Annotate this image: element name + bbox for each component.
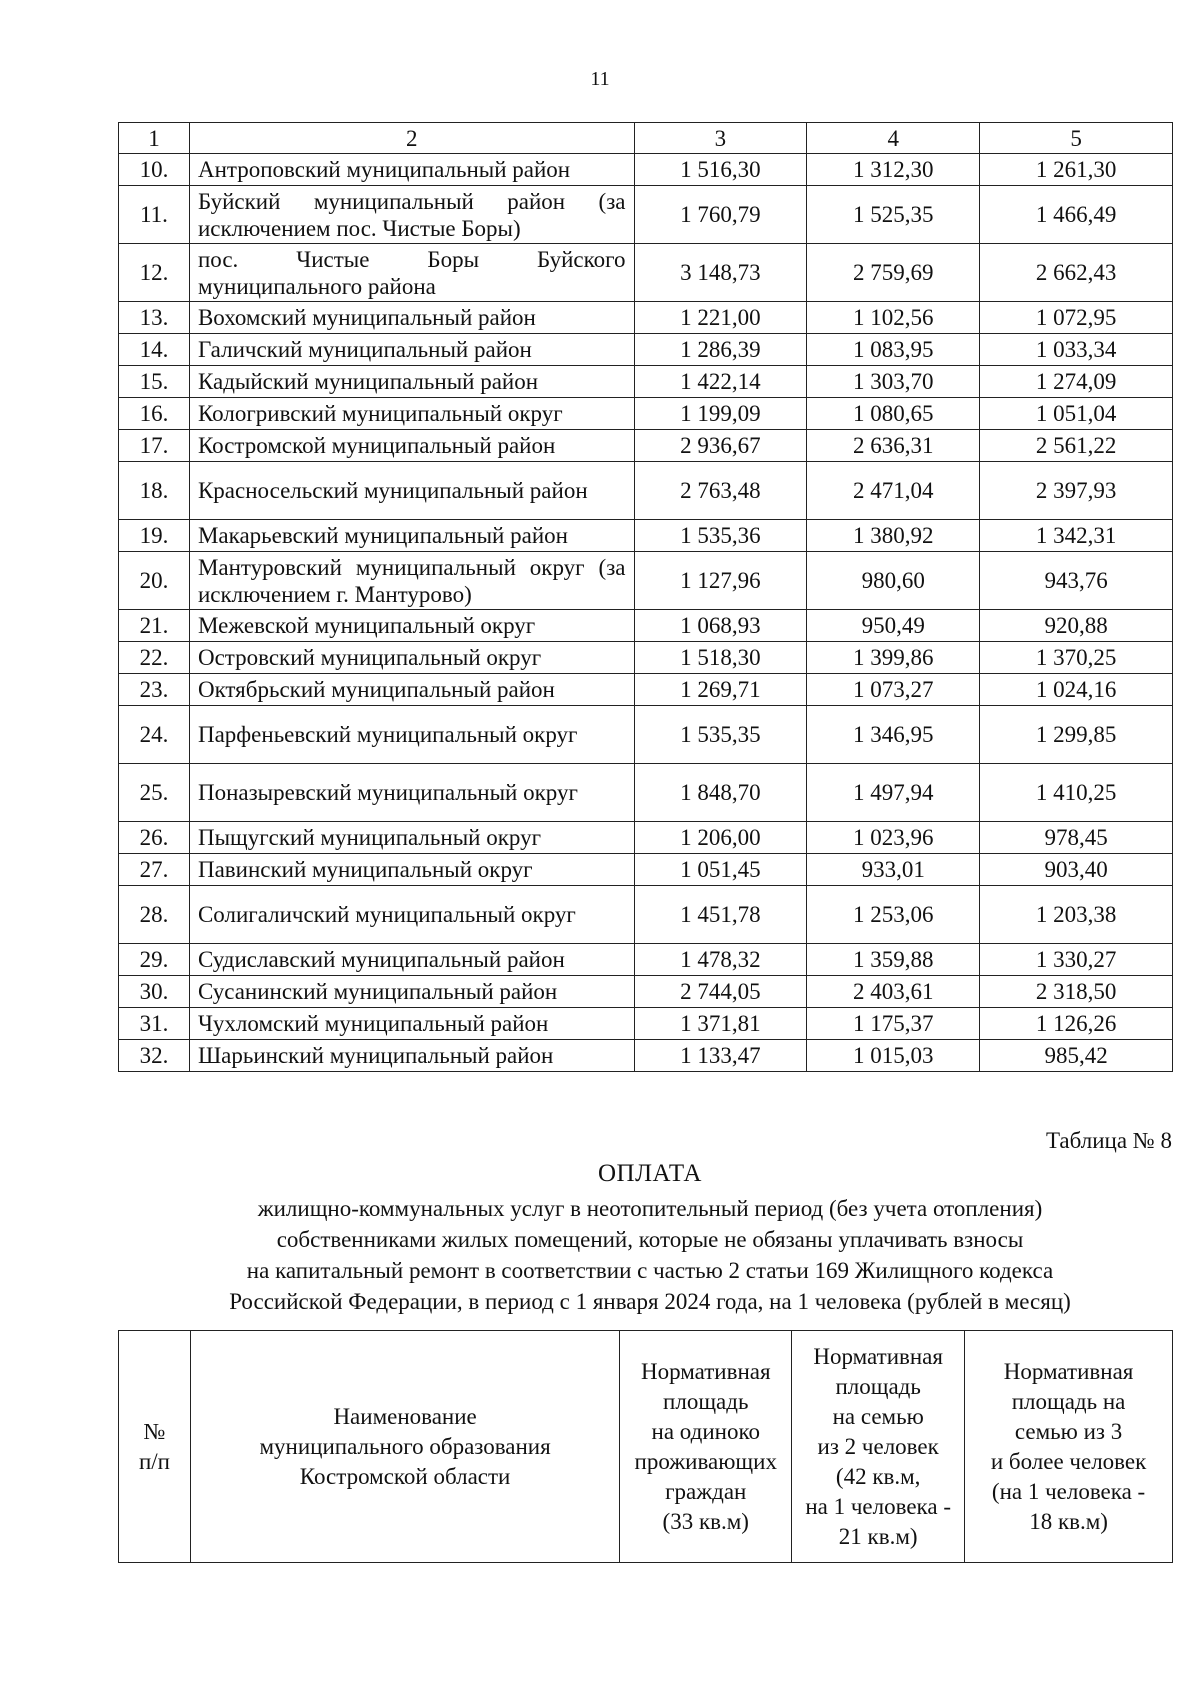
value-42sqm: 1 312,30 [807, 154, 980, 186]
page-number: 11 [590, 68, 610, 90]
table-row [119, 302, 1173, 334]
value-42sqm: 1 083,95 [807, 334, 980, 366]
value-42sqm: 1 080,65 [807, 398, 980, 430]
row-number: 20. [119, 552, 190, 610]
municipality-name: Красносельский муниципальный район [189, 462, 634, 520]
value-42sqm: 1 102,56 [807, 302, 980, 334]
municipality-name: Кологривский муниципальный округ [189, 398, 634, 430]
table-row [119, 366, 1173, 398]
value-18sqm: 978,45 [980, 822, 1173, 854]
header-number: № п/п [119, 1331, 191, 1563]
value-18sqm: 1 051,04 [980, 398, 1173, 430]
municipality-name: Буйский муниципальный район (за исключением пос. Чистые Боры) [189, 186, 634, 244]
value-42sqm: 1 253,06 [807, 886, 980, 944]
value-33sqm: 1 221,00 [634, 302, 807, 334]
table-row [119, 886, 1173, 944]
header-two-person-area: Нормативная площадь на семью из 2 человек (42 кв.м, на 1 человека - 21 кв.м) [792, 1331, 965, 1563]
value-42sqm: 2 471,04 [807, 462, 980, 520]
value-42sqm: 1 497,94 [807, 764, 980, 822]
value-33sqm: 2 744,05 [634, 976, 807, 1008]
municipality-name: Межевской муниципальный округ [189, 610, 634, 642]
value-42sqm: 2 636,31 [807, 430, 980, 462]
table-row [119, 822, 1173, 854]
value-33sqm: 1 516,30 [634, 154, 807, 186]
value-42sqm: 1 525,35 [807, 186, 980, 244]
table-row [119, 674, 1173, 706]
municipality-name: Вохомский муниципальный район [189, 302, 634, 334]
value-18sqm: 1 072,95 [980, 302, 1173, 334]
table-row [119, 186, 1173, 244]
value-33sqm: 1 478,32 [634, 944, 807, 976]
row-number: 32. [119, 1040, 190, 1072]
municipality-name: Антроповский муниципальный район [189, 154, 634, 186]
table-row [119, 244, 1173, 302]
value-18sqm: 1 274,09 [980, 366, 1173, 398]
value-42sqm: 1 175,37 [807, 1008, 980, 1040]
municipality-name: Сусанинский муниципальный район [189, 976, 634, 1008]
value-18sqm: 1 203,38 [980, 886, 1173, 944]
value-42sqm: 1 346,95 [807, 706, 980, 764]
row-number: 31. [119, 1008, 190, 1040]
value-42sqm: 980,60 [807, 552, 980, 610]
municipality-name: Пыщугский муниципальный округ [189, 822, 634, 854]
row-number: 27. [119, 854, 190, 886]
value-42sqm: 2 403,61 [807, 976, 980, 1008]
row-number: 30. [119, 976, 190, 1008]
value-18sqm: 920,88 [980, 610, 1173, 642]
value-33sqm: 1 848,70 [634, 764, 807, 822]
table-row [119, 398, 1173, 430]
value-18sqm: 2 318,50 [980, 976, 1173, 1008]
value-33sqm: 1 286,39 [634, 334, 807, 366]
municipality-name: Макарьевский муниципальный район [189, 520, 634, 552]
municipality-name: Судиславский муниципальный район [189, 944, 634, 976]
municipality-name: пос. Чистые Боры Буйского муниципального района [189, 244, 634, 302]
subtitle-line: Российской Федерации, в период с 1 января 2024 года, на 1 человека (рублей в месяц) [229, 1289, 1071, 1314]
row-number: 21. [119, 610, 190, 642]
row-number: 22. [119, 642, 190, 674]
table-row [119, 1008, 1173, 1040]
table-row [119, 610, 1173, 642]
row-number: 12. [119, 244, 190, 302]
value-33sqm: 2 763,48 [634, 462, 807, 520]
table-row [119, 976, 1173, 1008]
column-number: 3 [634, 123, 807, 154]
subtitle-line: жилищно-коммунальных услуг в неотопительный период (без учета отопления) [257, 1196, 1043, 1221]
row-number: 14. [119, 334, 190, 366]
municipality-name: Кадыйский муниципальный район [189, 366, 634, 398]
value-33sqm: 1 535,36 [634, 520, 807, 552]
value-33sqm: 1 133,47 [634, 1040, 807, 1072]
row-number: 15. [119, 366, 190, 398]
value-18sqm: 2 397,93 [980, 462, 1173, 520]
row-number: 29. [119, 944, 190, 976]
header-row [119, 1331, 1173, 1563]
municipality-name: Шарьинский муниципальный район [189, 1040, 634, 1072]
table-row [119, 334, 1173, 366]
value-18sqm: 2 662,43 [980, 244, 1173, 302]
row-number: 24. [119, 706, 190, 764]
value-18sqm: 1 299,85 [980, 706, 1173, 764]
row-number: 11. [119, 186, 190, 244]
table-8-header [118, 1330, 1173, 1563]
value-18sqm: 1 410,25 [980, 764, 1173, 822]
row-number: 10. [119, 154, 190, 186]
value-33sqm: 3 148,73 [634, 244, 807, 302]
municipality-name: Октябрьский муниципальный район [189, 674, 634, 706]
header-single-area: Нормативная площадь на одиноко проживающих граждан (33 кв.м) [620, 1331, 792, 1563]
table-label: Таблица № 8 [1045, 1128, 1172, 1153]
municipality-name: Мантуровский муниципальный округ (за исключением г. Мантурово) [189, 552, 634, 610]
column-number: 2 [189, 123, 634, 154]
value-33sqm: 1 422,14 [634, 366, 807, 398]
value-18sqm: 1 466,49 [980, 186, 1173, 244]
value-42sqm: 1 023,96 [807, 822, 980, 854]
table-row [119, 462, 1173, 520]
value-33sqm: 1 760,79 [634, 186, 807, 244]
column-number-row [119, 123, 1173, 154]
row-number: 19. [119, 520, 190, 552]
table-row [119, 706, 1173, 764]
value-42sqm: 1 015,03 [807, 1040, 980, 1072]
header-municipality: Наименование муниципального образования Костромской области [190, 1331, 619, 1563]
value-33sqm: 1 127,96 [634, 552, 807, 610]
value-18sqm: 1 126,26 [980, 1008, 1173, 1040]
value-33sqm: 1 371,81 [634, 1008, 807, 1040]
table-row [119, 1040, 1173, 1072]
municipality-name: Костромской муниципальный район [189, 430, 634, 462]
row-number: 18. [119, 462, 190, 520]
value-42sqm: 1 399,86 [807, 642, 980, 674]
row-number: 13. [119, 302, 190, 334]
row-number: 28. [119, 886, 190, 944]
tariff-table-continued [118, 122, 1173, 1072]
municipality-name: Поназыревский муниципальный округ [189, 764, 634, 822]
subtitle-line: на капитальный ремонт в соответствии с частью 2 статьи 169 Жилищного кодекса [246, 1258, 1054, 1283]
value-18sqm: 1 370,25 [980, 642, 1173, 674]
value-33sqm: 1 451,78 [634, 886, 807, 944]
value-18sqm: 1 261,30 [980, 154, 1173, 186]
subtitle-line: собственниками жилых помещений, которые не обязаны уплачивать взносы [276, 1227, 1024, 1252]
value-42sqm: 1 073,27 [807, 674, 980, 706]
value-33sqm: 1 051,45 [634, 854, 807, 886]
municipality-name: Павинский муниципальный округ [189, 854, 634, 886]
table-row [119, 154, 1173, 186]
table-subtitle [60, 1193, 1200, 1317]
value-33sqm: 1 199,09 [634, 398, 807, 430]
column-number: 4 [807, 123, 980, 154]
table-row [119, 854, 1173, 886]
value-33sqm: 1 206,00 [634, 822, 807, 854]
header-three-plus-area: Нормативная площадь на семью из 3 и более человек (на 1 человека - 18 кв.м) [965, 1331, 1173, 1563]
table-row [119, 944, 1173, 976]
value-33sqm: 2 936,67 [634, 430, 807, 462]
row-number: 25. [119, 764, 190, 822]
value-42sqm: 1 380,92 [807, 520, 980, 552]
table-row [119, 764, 1173, 822]
value-18sqm: 1 330,27 [980, 944, 1173, 976]
value-42sqm: 1 359,88 [807, 944, 980, 976]
row-number: 16. [119, 398, 190, 430]
value-33sqm: 1 068,93 [634, 610, 807, 642]
table-row [119, 642, 1173, 674]
municipality-name: Островский муниципальный округ [189, 642, 634, 674]
value-18sqm: 903,40 [980, 854, 1173, 886]
value-33sqm: 1 518,30 [634, 642, 807, 674]
value-18sqm: 1 342,31 [980, 520, 1173, 552]
column-number: 5 [980, 123, 1173, 154]
value-18sqm: 985,42 [980, 1040, 1173, 1072]
municipality-name: Галичский муниципальный район [189, 334, 634, 366]
value-42sqm: 2 759,69 [807, 244, 980, 302]
table-row [119, 430, 1173, 462]
municipality-name: Парфеньевский муниципальный округ [189, 706, 634, 764]
row-number: 17. [119, 430, 190, 462]
value-42sqm: 1 303,70 [807, 366, 980, 398]
value-33sqm: 1 269,71 [634, 674, 807, 706]
value-18sqm: 1 024,16 [980, 674, 1173, 706]
column-number: 1 [119, 123, 190, 154]
municipality-name: Солигаличский муниципальный округ [189, 886, 634, 944]
value-18sqm: 943,76 [980, 552, 1173, 610]
value-42sqm: 950,49 [807, 610, 980, 642]
row-number: 23. [119, 674, 190, 706]
value-42sqm: 933,01 [807, 854, 980, 886]
municipality-name: Чухломский муниципальный район [189, 1008, 634, 1040]
value-33sqm: 1 535,35 [634, 706, 807, 764]
value-18sqm: 2 561,22 [980, 430, 1173, 462]
table-row [119, 520, 1173, 552]
row-number: 26. [119, 822, 190, 854]
value-18sqm: 1 033,34 [980, 334, 1173, 366]
table-row [119, 552, 1173, 610]
table-title: ОПЛАТА [597, 1160, 702, 1187]
